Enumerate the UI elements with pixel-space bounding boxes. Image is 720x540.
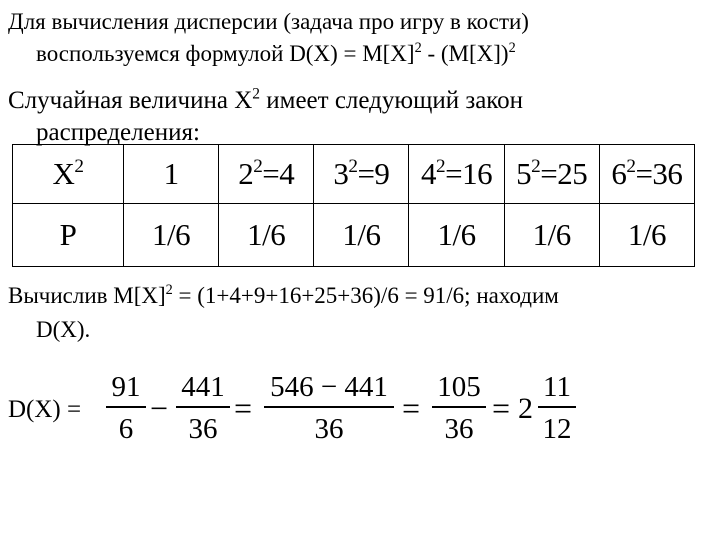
table-cell-x (599, 145, 694, 204)
table-cell-x (219, 145, 314, 204)
calc-exp: 2 (165, 282, 173, 299)
x-cell-exp: 2 (531, 156, 541, 178)
fraction-bar (106, 406, 146, 408)
whole-part: 2 (518, 392, 533, 425)
table-cell-x (409, 145, 504, 204)
table-row-x (13, 145, 695, 204)
fraction-numerator: 11 (543, 371, 571, 403)
table-cell-p: 1/6 (124, 204, 219, 267)
table-cell-p: 1/6 (314, 204, 409, 267)
minus-sign: − (150, 390, 169, 426)
fraction-11-12 (538, 370, 576, 446)
table-header-x2 (13, 145, 124, 204)
calc-line-1 (8, 284, 559, 307)
x-cell-base: 2 (238, 156, 254, 191)
fraction-105-36 (432, 370, 486, 446)
x-cell-base: 4 (421, 156, 436, 191)
fraction-441-36 (176, 370, 230, 446)
x-cell-rest: =16 (445, 156, 493, 191)
random-var-suffix: имеет следующий закон (260, 87, 524, 114)
table-cell-p: 1/6 (409, 204, 504, 267)
x-cell-base: 5 (516, 156, 532, 191)
random-var-line-2: распределения: (36, 119, 200, 146)
x-cell-exp: 2 (626, 156, 636, 178)
calc-prefix: Вычислив M[X] (8, 283, 166, 308)
table-cell-p: 1/6 (219, 204, 314, 267)
intro-line-2-prefix: воспользуемся формулой D(X) = M[X] (36, 41, 415, 66)
fraction-numerator: 91 (111, 371, 141, 403)
x-exp: 2 (74, 156, 84, 178)
intro-line-1: Для вычисления дисперсии (задача про игру в кости) (8, 9, 529, 34)
calc-suffix: = (1+4+9+16+25+36)/6 = 91/6; находим (172, 283, 559, 308)
fraction-bar (264, 406, 394, 408)
x-cell-exp: 2 (348, 156, 358, 178)
fraction-546-441-36 (264, 370, 394, 446)
fraction-denominator: 6 (118, 413, 134, 445)
equals-sign: = (234, 390, 253, 426)
x-cell-rest: =4 (262, 156, 295, 191)
intro-exp-1: 2 (414, 40, 422, 57)
x-cell-rest: =25 (540, 156, 588, 191)
intro-line-2 (36, 42, 516, 65)
formula-lhs: D(X) = (8, 396, 82, 423)
x-cell-base: 1 (163, 156, 179, 191)
table-header-p: P (13, 204, 124, 267)
fraction-denominator: 36 (444, 413, 474, 445)
intro-line-2-mid: - (M[X]) (421, 41, 509, 66)
x-cell-exp: 2 (436, 156, 446, 178)
fraction-numerator: 105 (437, 371, 481, 403)
x-cell-rest: =9 (357, 156, 390, 191)
random-var-exp: 2 (252, 85, 261, 103)
random-var-prefix: Случайная величина X (8, 87, 253, 114)
fraction-denominator: 36 (188, 413, 218, 445)
table-row-p (13, 204, 695, 267)
x-cell-base: 3 (333, 156, 349, 191)
x-cell-exp: 2 (253, 156, 263, 178)
fraction-bar (176, 406, 230, 408)
fraction-91-6 (106, 370, 146, 446)
fraction-bar (432, 406, 486, 408)
fraction-denominator: 36 (314, 413, 344, 445)
x-base: X (52, 156, 75, 191)
x-cell-base: 6 (611, 156, 627, 191)
equals-sign: = (402, 390, 421, 426)
table-cell-p: 1/6 (504, 204, 599, 267)
fraction-bar (538, 406, 576, 408)
table-cell-x (504, 145, 599, 204)
fraction-numerator: 441 (181, 371, 225, 403)
table-cell-x (124, 145, 219, 204)
fraction-denominator: 12 (542, 413, 572, 445)
table-cell-p: 1/6 (599, 204, 694, 267)
fraction-numerator: 546 − 441 (270, 371, 388, 403)
distribution-table (12, 144, 695, 267)
random-var-line-1 (8, 85, 524, 114)
table-cell-x (314, 145, 409, 204)
intro-exp-2: 2 (508, 40, 516, 57)
equals-sign: = (492, 390, 511, 426)
x-cell-rest: =36 (635, 156, 683, 191)
calc-line-2: D(X). (36, 317, 91, 342)
